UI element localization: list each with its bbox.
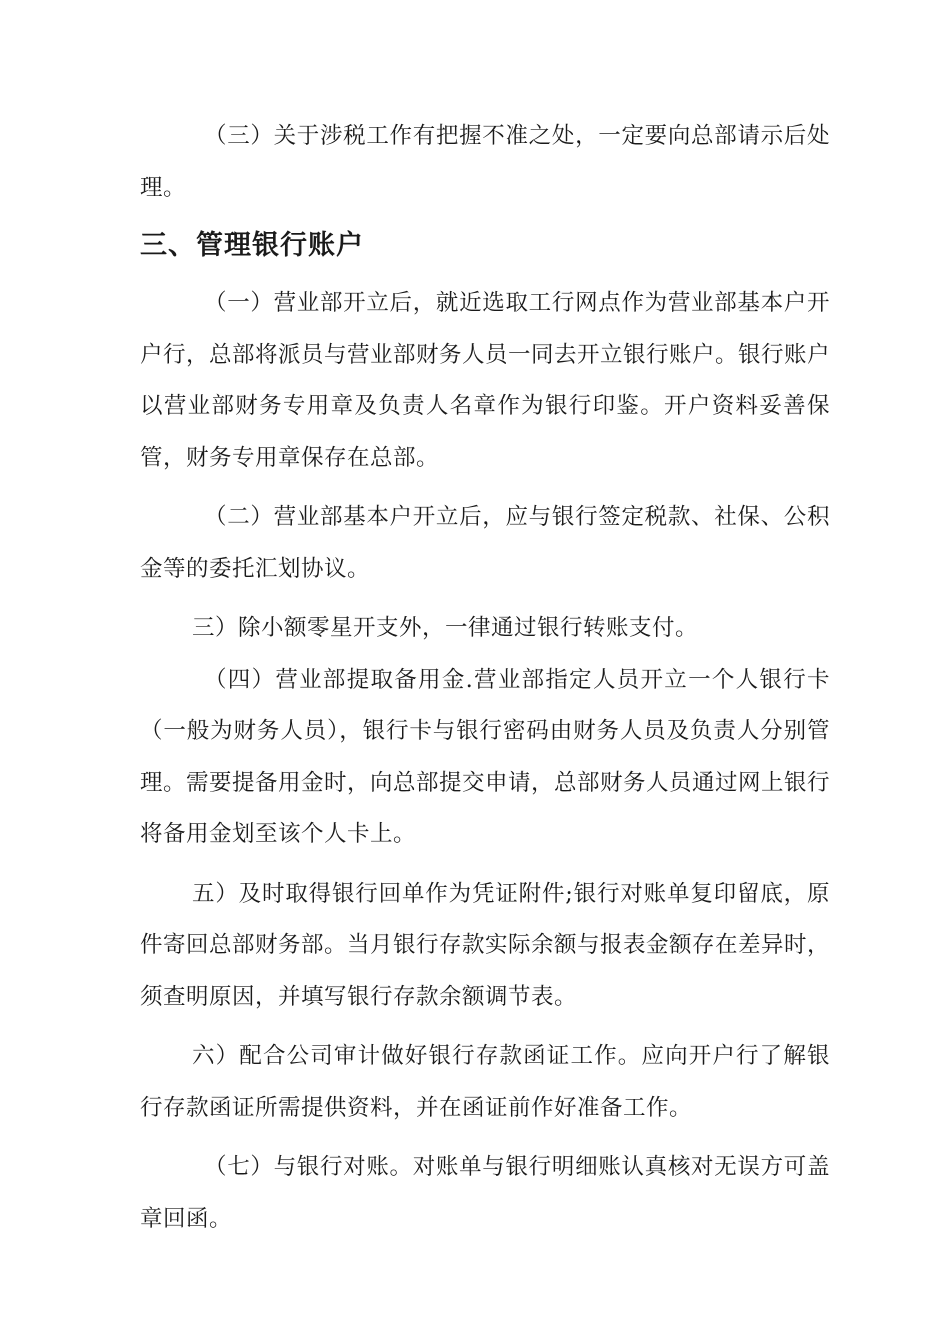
paragraph-petty-cash: （四）营业部提取备用金.营业部指定人员开立一个人银行卡（一般为财务人员），银行卡与银行密码由财务人员及负责人分别管理。需要提备用金时，向总部提交申请，总部财务人员通过网上银行将备用金划至该个人卡上。 <box>140 666 831 847</box>
paragraph-open-account: （一）营业部开立后，就近选取工行网点作为营业部基本户开户行，总部将派员与营业部财务人员一同去开立银行账户。银行账户以营业部财务专用章及负责人名章作为银行印鉴。开户资料妥善保管，财务专用章保存在总部。 <box>140 290 831 471</box>
paragraph-bank-receipts: 五）及时取得银行回单作为凭证附件;银行对账单复印留底，原件寄回总部财务部。当月银行存款实际余额与报表金额存在差异时，须查明原因，并填写银行存款余额调节表。 <box>140 880 831 1010</box>
paragraph-bank-transfer: 三）除小额零星开支外，一律通过银行转账支付。 <box>192 615 699 641</box>
document-page <box>140 111 830 1245</box>
paragraph-tax-consult: （三）关于涉税工作有把握不准之处，一定要向总部请示后处理。 <box>140 123 830 201</box>
paragraph-audit-confirmation: 六）配合公司审计做好银行存款函证工作。应向开户行了解银行存款函证所需提供资料，并在函证前作好准备工作。 <box>140 1043 830 1121</box>
section-heading-bank-accounts: 三、管理银行账户 <box>140 230 364 261</box>
paragraph-entrust-agreement: （二）营业部基本户开立后，应与银行签定税款、社保、公积金等的委托汇划协议。 <box>140 504 830 582</box>
paragraph-bank-reconciliation: （七）与银行对账。对账单与银行明细账认真核对无误方可盖章回函。 <box>140 1154 830 1232</box>
